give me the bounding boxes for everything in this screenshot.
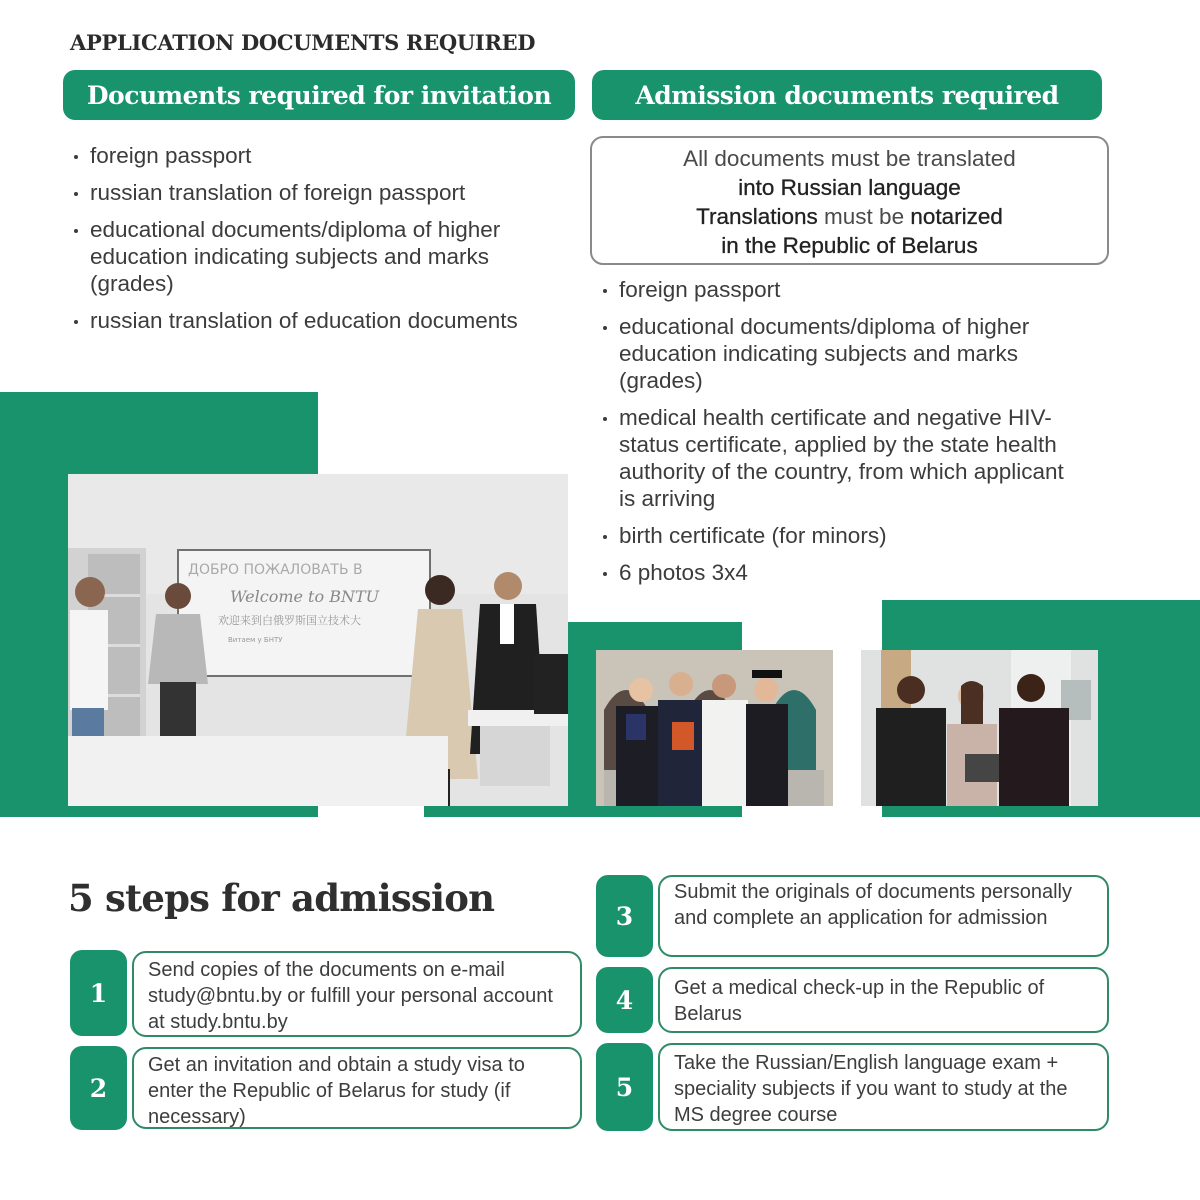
list-item: educational documents/diploma of higher education indicating subjects and marks (grades): [601, 313, 1056, 394]
step-text: Get an invitation and obtain a study visa to enter the Republic of Belarus for study (if necessary): [132, 1047, 582, 1129]
step-number-badge: 1: [70, 950, 127, 1036]
notice-line: All documents must be translated: [683, 146, 1016, 171]
admission-docs-list: [601, 276, 1081, 596]
notice-line: into Russian language: [738, 175, 961, 200]
notice-fragment: Translations: [696, 204, 818, 229]
whiteboard-text: Витаем у БНТУ: [228, 636, 283, 644]
notice-fragment: must be: [817, 204, 911, 229]
translation-notice: [590, 136, 1109, 265]
list-item: educational documents/diploma of higher education indicating subjects and marks (grades): [72, 216, 542, 297]
whiteboard-text: 欢迎来到白俄罗斯国立技术大: [218, 614, 361, 627]
invitation-docs-list: [72, 142, 572, 344]
step-text: Get a medical check-up in the Republic of Belarus: [658, 967, 1109, 1033]
list-item: foreign passport: [72, 142, 572, 169]
classroom-photo: [68, 474, 568, 806]
invitation-docs-header: Documents required for invitation: [63, 70, 575, 120]
step-text: Submit the originals of documents personally and complete an application for admission: [658, 875, 1109, 957]
graduates-photo: [596, 650, 833, 806]
whiteboard-text: ДОБРО ПОЖАЛОВАТЬ В: [188, 562, 363, 578]
list-item: birth certificate (for minors): [601, 522, 1081, 549]
admission-docs-header: Admission documents required: [592, 70, 1102, 120]
notice-line: in the Republic of Belarus: [721, 233, 978, 258]
step-text: Send copies of the documents on e-mail study@bntu.by or fulfill your personal account at study.bntu.by: [132, 951, 582, 1037]
notice-fragment: notarized: [910, 204, 1003, 229]
step-number-badge: 2: [70, 1046, 127, 1130]
students-laptop-photo: [861, 650, 1098, 806]
list-item: foreign passport: [601, 276, 1081, 303]
section-title: APPLICATION DOCUMENTS REQUIRED: [70, 30, 536, 55]
step-number-badge: 4: [596, 967, 653, 1033]
step-number-badge: 3: [596, 875, 653, 957]
list-item: 6 photos 3x4: [601, 559, 1081, 586]
steps-title: 5 steps for admission: [68, 876, 495, 920]
list-item: russian translation of education documents: [72, 307, 572, 334]
step-text: Take the Russian/English language exam + speciality subjects if you want to study at the MS degree course: [658, 1043, 1109, 1131]
step-number-badge: 5: [596, 1043, 653, 1131]
list-item: medical health certificate and negative HIV-status certificate, applied by the state health authority of the country, from which applicant is arriving: [601, 404, 1071, 512]
whiteboard-text: Welcome to BNTU: [230, 587, 380, 606]
list-item: russian translation of foreign passport: [72, 179, 572, 206]
notice-line: [592, 202, 1107, 231]
